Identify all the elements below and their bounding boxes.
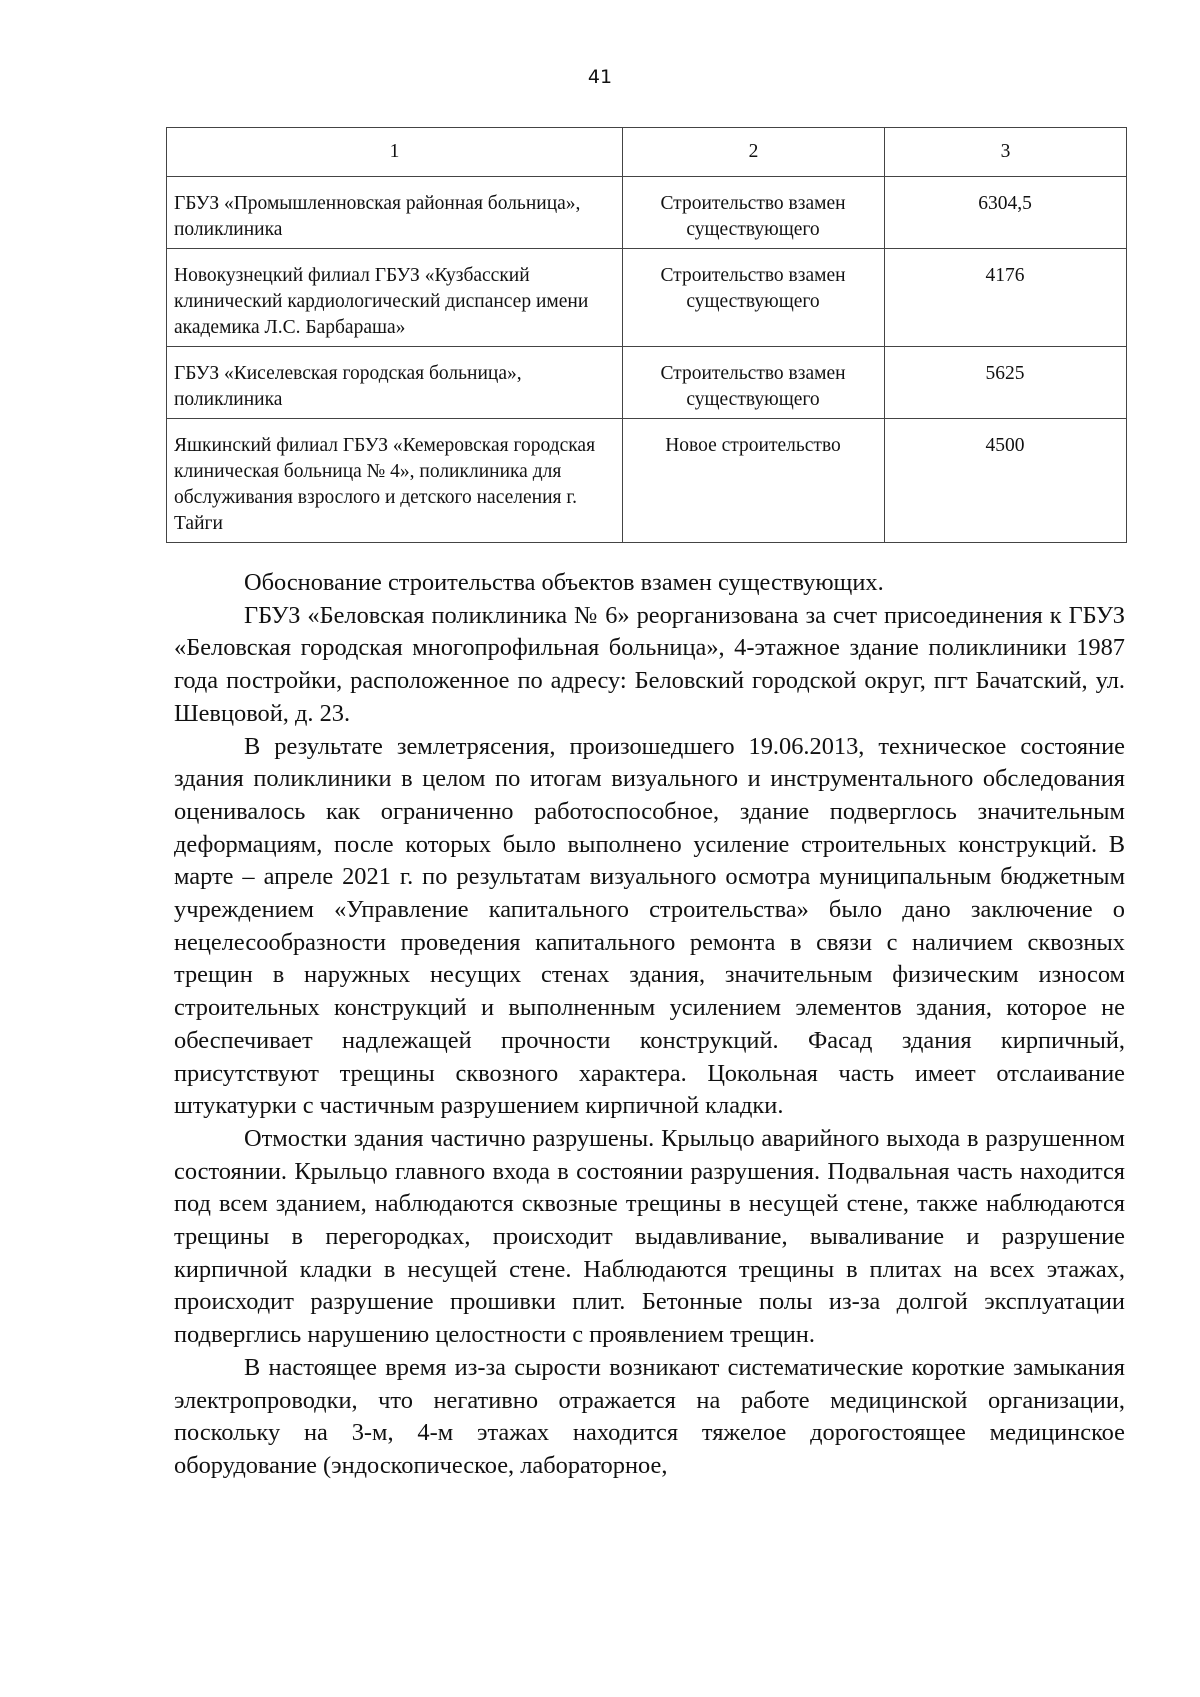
value-cell: 4176 [885, 249, 1127, 347]
facility-name-cell: ГБУЗ «Промышленновская районная больница», поликлиника [167, 177, 623, 249]
objects-table [166, 127, 1127, 543]
facility-name-cell: Яшкинский филиал ГБУЗ «Кемеровская городская клиническая больница № 4», поликлиника для обслуживания взрослого и детского населения г. Тайги [167, 419, 623, 543]
section-heading-paragraph: Обоснование строительства объектов взамен существующих. [244, 569, 884, 596]
value-cell: 5625 [885, 347, 1127, 419]
facility-name-cell: Новокузнецкий филиал ГБУЗ «Кузбасский клинический кардиологический диспансер имени академика Л.С. Барбараша» [167, 249, 623, 347]
body-paragraph: В результате землетрясения, произошедшего 19.06.2013, техническое состояние здания поликлиники в целом по итогам визуального и инструментального обследования оценивалось как ограниченно работоспособное, здание подверглось значительным деформациям, после которых было выполнено усиление строительных конструкций. В марте – апреле 2021 г. по результатам визуального осмотра муниципальным бюджетным учреждением «Управление капитального строительства» было дано заключение о нецелесообразности проведения капитального ремонта в связи с наличием сквозных трещин в наружных несущих стенах здания, значительным физическим износом строительных конструкций и выполненным усилением элементов здания, которое не обеспечивает надлежащей прочности конструкций. Фасад здания кирпичный, присутствуют трещины сквозного характера. Цокольная часть имеет отслаивание штукатурки с частичным разрушением кирпичной кладки. [174, 732, 1125, 1120]
body-paragraph: В настоящее время из-за сырости возникают систематические короткие замыкания электропроводки, что негативно отражается на работе медицинской организации, поскольку на 3-м, 4-м этажах находится тяжелое дорогостоящее медицинское оборудование (эндоскопическое, лабораторное, [174, 1353, 1125, 1479]
body-paragraph: Отмостки здания частично разрушены. Крыльцо аварийного выхода в разрушенном состоянии. Крыльцо главного входа в состоянии разрушения. Подвальная часть находится под всем зданием, наблюдаются сквозные трещины в несущей стене, также наблюдаются трещины в перегородках, происходит выдавливание, вываливание и разрушение кирпичной кладки в несущей стене. Наблюдаются трещины в плитах на всех этажах, происходит разрушение прошивки плит. Бетонные полы из-за долгой эксплуатации подверглись нарушению целостности с проявлением трещин. [174, 1124, 1125, 1349]
column-header: 3 [885, 128, 1127, 177]
table-header-row [167, 128, 1127, 177]
construction-type-cell: Новое строительство [623, 419, 885, 543]
value-cell: 6304,5 [885, 177, 1127, 249]
body-text [174, 567, 1125, 1483]
construction-type-cell: Строительство взамен существующего [623, 249, 885, 347]
table-row [167, 419, 1127, 543]
table-row [167, 249, 1127, 347]
construction-type-cell: Строительство взамен существующего [623, 177, 885, 249]
column-header: 2 [623, 128, 885, 177]
column-header: 1 [167, 128, 623, 177]
construction-type-cell: Строительство взамен существующего [623, 347, 885, 419]
value-cell: 4500 [885, 419, 1127, 543]
body-paragraph: ГБУЗ «Беловская поликлиника № 6» реорганизована за счет присоединения к ГБУЗ «Беловская городская многопрофильная больница», 4-этажное здание поликлиники 1987 года постройки, расположенное по адресу: Беловский городской округ, пгт Бачатский, ул. Шевцовой, д. 23. [174, 601, 1125, 727]
table-row [167, 177, 1127, 249]
table-row [167, 347, 1127, 419]
page-number: 41 [587, 66, 613, 88]
facility-name-cell: ГБУЗ «Киселевская городская больница», поликлиника [167, 347, 623, 419]
